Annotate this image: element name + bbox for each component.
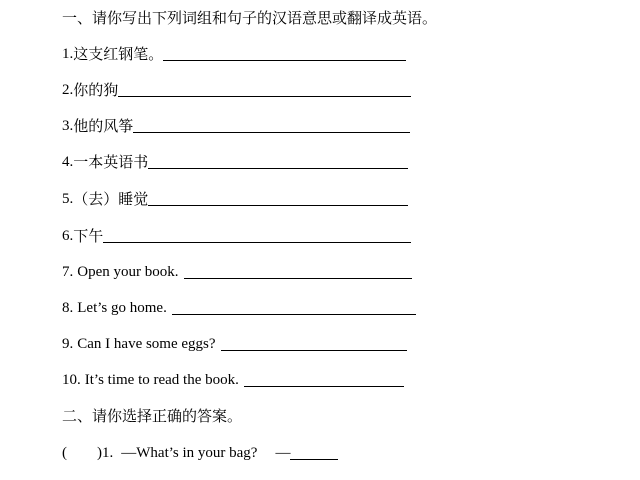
question-1 bbox=[62, 44, 406, 64]
question-text: Open your book. bbox=[77, 264, 179, 280]
answer-blank[interactable] bbox=[184, 264, 412, 279]
question-6 bbox=[62, 226, 411, 246]
section1-heading bbox=[62, 8, 437, 28]
question-10 bbox=[62, 370, 404, 390]
question-number: 4. bbox=[62, 154, 74, 170]
question-5 bbox=[62, 189, 408, 209]
question-dash: — bbox=[121, 445, 137, 461]
question-9 bbox=[62, 334, 407, 354]
question-text: What’s in your bag? bbox=[136, 445, 258, 461]
question-number: 1. bbox=[62, 46, 74, 62]
answer-blank[interactable] bbox=[172, 300, 416, 315]
question-number: 8. bbox=[62, 300, 74, 316]
question-text: 你的狗 bbox=[73, 81, 119, 99]
question-2 bbox=[62, 80, 411, 100]
question-3 bbox=[62, 116, 410, 136]
answer-dash: — bbox=[275, 445, 291, 461]
question-text: 下午 bbox=[73, 227, 104, 245]
question-text: 他的风筝 bbox=[73, 117, 134, 135]
question-number: 3. bbox=[62, 118, 74, 134]
answer-blank[interactable] bbox=[290, 445, 338, 460]
close-paren: ) bbox=[97, 445, 102, 461]
answer-blank[interactable] bbox=[244, 372, 404, 387]
question-text: 一本英语书 bbox=[73, 153, 149, 171]
question-7 bbox=[62, 262, 412, 282]
question-text: Let’s go home. bbox=[77, 300, 167, 316]
question-number: 9. bbox=[62, 336, 74, 352]
answer-blank[interactable] bbox=[221, 336, 407, 351]
answer-blank[interactable] bbox=[118, 82, 411, 97]
question-4 bbox=[62, 152, 408, 172]
question-number: 2. bbox=[62, 82, 74, 98]
question-text: It’s time to read the book. bbox=[84, 372, 239, 388]
section2-heading-text: 二、请你选择正确的答案。 bbox=[62, 407, 243, 425]
question-text: （去）睡觉 bbox=[73, 190, 149, 208]
question-8 bbox=[62, 298, 416, 318]
question-number: 6. bbox=[62, 228, 74, 244]
question-number: 7. bbox=[62, 264, 74, 280]
open-paren: ( bbox=[62, 445, 67, 461]
question-number: 1. bbox=[102, 445, 114, 461]
section1-heading-text: 一、请你写出下列词组和句子的汉语意思或翻译成英语。 bbox=[62, 9, 438, 27]
answer-blank[interactable] bbox=[148, 154, 408, 169]
answer-blank[interactable] bbox=[103, 228, 411, 243]
question-text: Can I have some eggs? bbox=[77, 336, 216, 352]
answer-blank[interactable] bbox=[163, 46, 406, 61]
answer-blank[interactable] bbox=[148, 191, 408, 206]
answer-blank[interactable] bbox=[133, 118, 410, 133]
question-number: 10. bbox=[62, 372, 81, 388]
question-text: 这支红钢笔。 bbox=[73, 45, 164, 63]
section2-heading bbox=[62, 406, 242, 426]
question-number: 5. bbox=[62, 191, 74, 207]
choice-question-1 bbox=[62, 443, 338, 463]
